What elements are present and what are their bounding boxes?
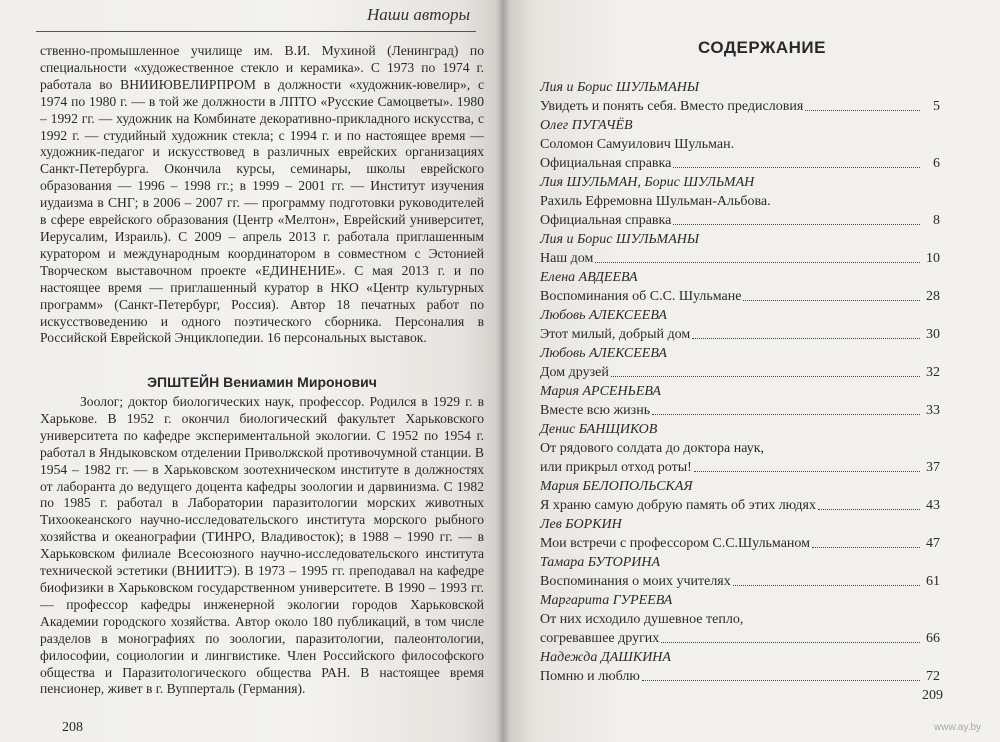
toc-page-number: 37 xyxy=(926,460,940,475)
toc-item-title: Воспоминания об С.С. Шульмане xyxy=(540,289,742,304)
right-page xyxy=(502,0,1000,742)
toc-page-number: 8 xyxy=(933,213,940,228)
toc-author: Лия и Борис ШУЛЬМАНЫ xyxy=(540,80,700,95)
dot-leader xyxy=(812,547,920,548)
table-of-contents xyxy=(540,78,940,686)
dot-leader xyxy=(595,262,920,263)
toc-item-title: Увидеть и понять себя. Вместо предисловия xyxy=(540,99,804,114)
dot-leader xyxy=(673,224,920,225)
toc-page-number: 33 xyxy=(926,403,940,418)
toc-entry xyxy=(540,382,940,420)
toc-page-number: 32 xyxy=(926,365,940,380)
page-number-right: 209 xyxy=(922,688,943,703)
toc-author: Любовь АЛЕКСЕЕВА xyxy=(540,308,667,323)
toc-author: Надежда ДАШКИНА xyxy=(540,650,671,665)
toc-item-title: Этот милый, добрый дом xyxy=(540,327,691,342)
toc-item-title: Мои встречи с профессором С.С.Шульманом xyxy=(540,536,810,551)
watermark: www.ay.by xyxy=(934,722,982,733)
dot-leader xyxy=(642,680,920,681)
entry-heading: ЭПШТЕЙН Вениамин Миронович xyxy=(147,374,377,390)
toc-item-title: От рядового солдата до доктора наук, xyxy=(540,441,764,456)
paragraph-text: ственно-промышленное училище им. В.И. Мухиной (Ленинград) по специальности «художественное стекло и керамика». С 1973 по 1974 г. работала во ВНИИЮВЕЛИРПРОМ в должности «художник-ювелир», с 1974 по 1980 г. — в той же должности в ЛПТО «Русские Самоцветы». 1980 – 1992 гг. — художник на Комбинате декоративно-прикладного искусства, с 1992 г. — студийный художник стекла; с 1994 г. и по настоящее время — художник-педагог и искусствовед в различных еврейских организациях Санкт-Петербурга. Окончила курсы, семинары, школы еврейского образования — 1996 – 1998 гг.; в 1999 – 2001 гг. — Институт изучения иудаизма в СНГ; в 2006 – 2007 гг. — программу подготовки руководителей в сфере еврейского образования (Центр «Мелтон», Еврейский университет, Иерусалим, Израиль). С 2009 – апрель 2013 г. работала приглашенным куратором и международным координатором в совместном с Эстонией Творческом выставочном проекте «ЕДИНЕНИЕ». С мая 2013 г. и по настоящее время — приглашенный куратор в НКО «Центр культурных программ» (Санкт-Петербург, Россия). Автор 18 печатных работ по искусствоведению и одного поэтического сборника. Персоналия в Российской Еврейской Энциклопедии. 16 персональных выставок. xyxy=(40,43,484,346)
toc-author: Лия ШУЛЬМАН, Борис ШУЛЬМАН xyxy=(540,175,755,190)
toc-item-title: Соломон Самуилович Шульман. xyxy=(540,137,735,152)
toc-author: Денис БАНЩИКОВ xyxy=(540,422,658,437)
toc-entry xyxy=(540,477,940,515)
book-gutter xyxy=(496,0,510,742)
toc-page-number: 66 xyxy=(926,631,940,646)
paragraph-text: Зоолог; доктор биологических наук, профессор. Родился в 1929 г. в Харькове. В 1952 г. окончил биологический факультет Харьковского университета по кафедре экспериментальной экологии. С 1952 по 1954 г. работал в Яндыковском отделении Приволжской противочумной станции. В 1954 – 1982 гг. — в Харьковском зоотехническом институте в должностях от лаборанта до ведущего доцента кафедры зоологии и дарвинизма. С 1982 по 1985 г. работал в Лаборатории паразитологии морских животных Тихоокеанского научно-исследовательского института морского рыбного хозяйства и океанографии (ТИНРО, Владивосток); в 1988 – 1990 гг. — в Харьковском филиале Всесоюзного научно-исследовательского института технической эстетики (ВНИИТЭ). В 1973 – 1995 гг. преподавал на кафедре биофизики в Харьковском государственном университете. В 1990 – 1993 гг. — профессор кафедры инженерной экологии городов Харьковской Академии городского хозяйства. Автор около 180 публикаций, в том числе разделов в монографиях по зоологии, паразитологии, палеонтологии, философии, социологии и лингвистике. Член Российского философского общества и Паразитологического общества РАН. В настоящее время пенсионер, живет в г. Вупперталь (Германия). xyxy=(40,394,484,697)
running-header: Наши авторы xyxy=(366,5,470,24)
toc-page-number: 28 xyxy=(926,289,940,304)
toc-line xyxy=(540,667,940,686)
toc-entry xyxy=(540,116,940,173)
toc-author: Мария АРСЕНЬЕВА xyxy=(540,384,661,399)
toc-line xyxy=(540,401,940,420)
toc-author: Любовь АЛЕКСЕЕВА xyxy=(540,346,667,361)
page-number-left: 208 xyxy=(62,720,83,735)
toc-entry xyxy=(540,420,940,477)
toc-entry xyxy=(540,173,940,230)
header-rule xyxy=(36,31,476,32)
toc-entry xyxy=(540,344,940,382)
toc-item-title: Официальная справка xyxy=(540,156,672,171)
toc-entry xyxy=(540,553,940,591)
dot-leader xyxy=(694,471,920,472)
toc-author: Мария БЕЛОПОЛЬСКАЯ xyxy=(540,479,693,494)
toc-line xyxy=(540,97,940,116)
toc-line xyxy=(540,325,940,344)
toc-item-title: Вместе всю жизнь xyxy=(540,403,651,418)
toc-page-number: 30 xyxy=(926,327,940,342)
dot-leader xyxy=(692,338,920,339)
toc-author: Маргарита ГУРЕЕВА xyxy=(540,593,673,608)
dot-leader xyxy=(611,376,920,377)
toc-page-number: 5 xyxy=(933,99,940,114)
toc-item-title: Наш дом xyxy=(540,251,594,266)
toc-page-number: 10 xyxy=(926,251,940,266)
toc-entry xyxy=(540,268,940,306)
dot-leader xyxy=(733,585,920,586)
toc-author: Лия и Борис ШУЛЬМАНЫ xyxy=(540,232,700,247)
dot-leader xyxy=(743,300,920,301)
dot-leader xyxy=(805,110,920,111)
toc-line xyxy=(540,629,940,648)
toc-item-title: От них исходило душевное тепло, xyxy=(540,612,744,627)
toc-entry xyxy=(540,306,940,344)
toc-author: Олег ПУГАЧЁВ xyxy=(540,118,633,133)
biography-paragraph-continued xyxy=(40,43,484,347)
toc-line xyxy=(540,534,940,553)
toc-page-number: 72 xyxy=(926,669,940,684)
toc-item-title: или прикрыл отход роты! xyxy=(540,460,692,475)
dot-leader xyxy=(818,509,920,510)
toc-line xyxy=(540,249,940,268)
toc-item-title: Дом друзей xyxy=(540,365,609,380)
toc-entry xyxy=(540,591,940,648)
toc-entry xyxy=(540,648,940,686)
toc-page-number: 43 xyxy=(926,498,940,513)
toc-item-title: Помню и люблю xyxy=(540,669,640,684)
toc-line xyxy=(540,572,940,591)
toc-author: Елена АВДЕЕВА xyxy=(540,270,638,285)
toc-item-title: согревавшее других xyxy=(540,631,660,646)
toc-entry xyxy=(540,78,940,116)
dot-leader xyxy=(673,167,920,168)
toc-page-number: 47 xyxy=(926,536,940,551)
toc-author: Лев БОРКИН xyxy=(540,517,622,532)
toc-page-number: 61 xyxy=(926,574,940,589)
toc-author: Тамара БУТОРИНА xyxy=(540,555,661,570)
toc-entry xyxy=(540,230,940,268)
dot-leader xyxy=(661,642,920,643)
toc-entry xyxy=(540,515,940,553)
toc-item-title: Воспоминания о моих учителях xyxy=(540,574,731,589)
biography-paragraph xyxy=(40,394,484,698)
toc-title: СОДЕРЖАНИЕ xyxy=(698,38,826,57)
toc-line xyxy=(540,287,940,306)
dot-leader xyxy=(652,414,920,415)
toc-line xyxy=(540,458,940,477)
toc-line xyxy=(540,154,940,173)
toc-item-title: Рахиль Ефремовна Шульман-Альбова. xyxy=(540,194,771,209)
toc-item-title: Я храню самую добрую память об этих людях xyxy=(540,498,816,513)
toc-line xyxy=(540,363,940,382)
toc-page-number: 6 xyxy=(933,156,940,171)
toc-item-title: Официальная справка xyxy=(540,213,672,228)
toc-line xyxy=(540,496,940,515)
toc-line xyxy=(540,211,940,230)
